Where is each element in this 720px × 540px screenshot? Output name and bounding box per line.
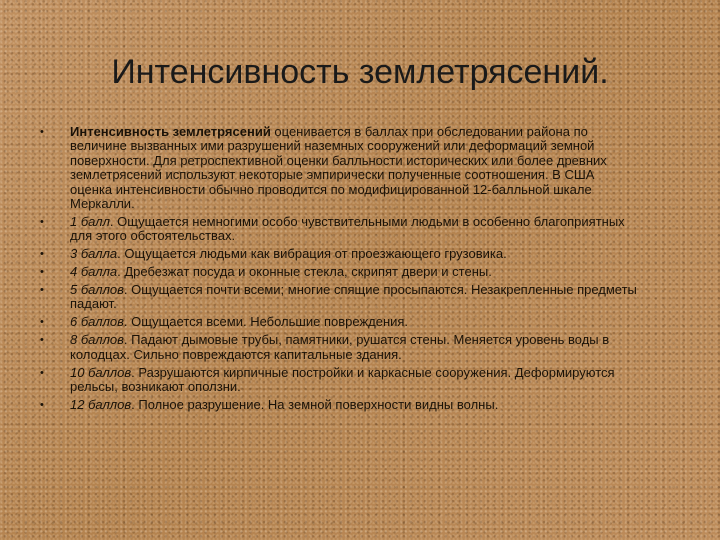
bullet-icon: • [40,248,44,261]
bullet-text: . Ощущается людьми как вибрация от проезжающего грузовика. [117,246,507,262]
bullet-text: . Ощущается почти всеми; многие спящие просыпаются. Незакрепленные предметы падают. [70,282,637,312]
bullet-lead: 8 баллов [70,332,124,348]
bullet-lead: 3 балла [70,246,118,262]
bullet-text: . Ощущается всеми. Небольшие повреждения. [123,314,409,330]
bullet-icon: • [40,284,44,297]
bullet-lead: 6 баллов [70,314,124,330]
bullet-lead: Интенсивность землетрясений [70,124,271,139]
bullet-icon: • [40,366,44,379]
bullet-item [40,125,640,211]
bullet-item [40,333,640,362]
bullet-text: . Падают дымовые трубы, памятники, рушатся стены. Меняется уровень воды в колодцах. Сильно повреждаются капитальные здания. [70,332,610,362]
bullet-text: . Дребезжат посуда и оконные стекла, скрипят двери и стены. [117,264,492,280]
bullet-list [40,125,640,416]
bullet-lead: 1 балл [70,213,110,229]
bullet-lead: 5 баллов [70,282,124,298]
bullet-item [40,398,640,412]
bullet-icon: • [40,398,44,411]
bullet-item [40,215,640,244]
bullet-icon: • [40,126,44,138]
bullet-lead: 4 балла [70,264,118,280]
bullet-item [40,265,640,279]
bullet-lead: 12 баллов [70,396,132,412]
bullet-icon: • [40,316,44,329]
bullet-item [40,247,640,261]
bullet-item [40,366,640,395]
bullet-text: . Ощущается немногими особо чувствительными людьми в особенно благоприятных для этого обстоятельствах. [70,213,625,244]
bullet-lead: 10 баллов [70,364,132,380]
bullet-text: . Полное разрушение. На земной поверхности видны волны. [131,396,499,412]
bullet-item [40,315,640,329]
bullet-text: . Разрушаются кирпичные постройки и каркасные сооружения. Деформируются рельсы, возникают оползни. [70,364,615,394]
bullet-text: оценивается в баллах при обследовании района по величине вызванных ими разрушений наземных сооружений или деформаций земной поверхности. Для ретроспективной оценки балльности исторических или более древних землетрясений используют некоторые эмпирически полученные соотношения. В США оценка интенсивности обычно проводится по модифицированной 12-балльной шкале Меркалли. [70,124,607,212]
bullet-item [40,283,640,312]
bullet-icon: • [40,334,44,347]
bullet-icon: • [40,215,44,228]
slide-title: Интенсивность землетрясений. [111,53,609,91]
bullet-icon: • [40,266,44,279]
